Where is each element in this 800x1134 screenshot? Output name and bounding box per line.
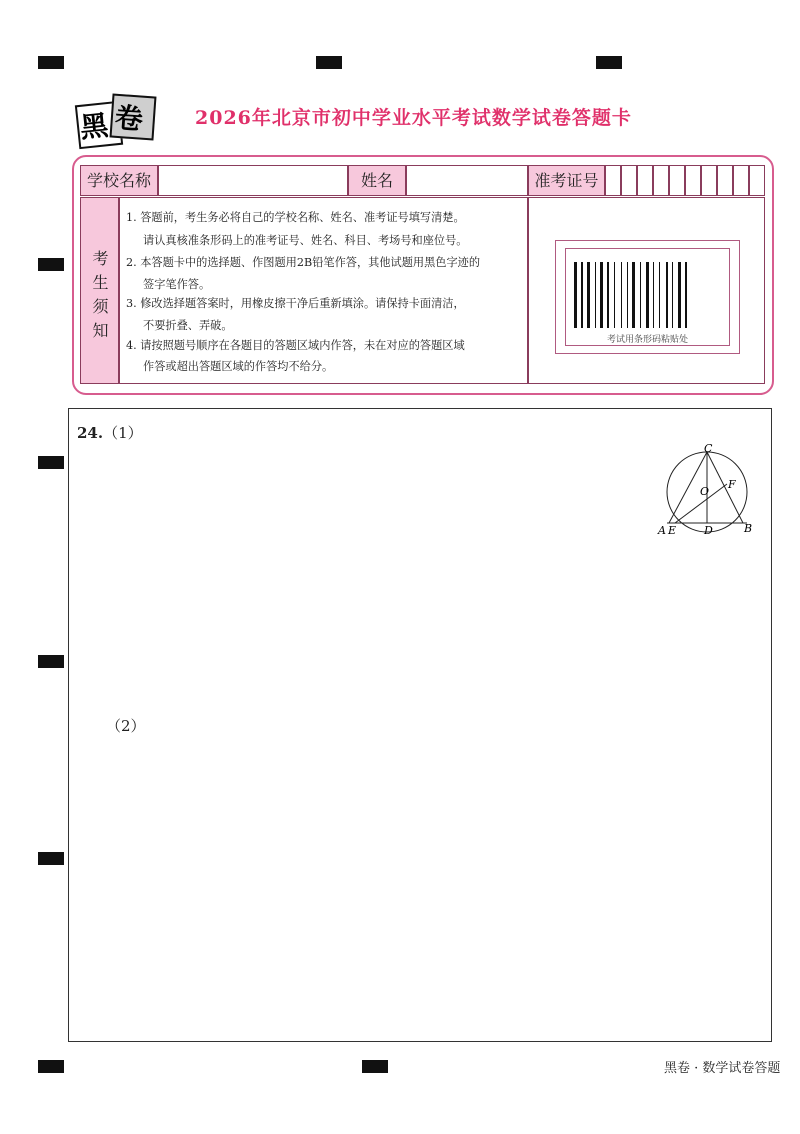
page-title: 2026年北京市初中学业水平考试数学试卷答题卡 — [195, 107, 632, 129]
school-label: 学校名称 — [80, 165, 158, 196]
point-label: D — [704, 524, 713, 537]
barcode-bar — [672, 262, 673, 328]
point-label: F — [728, 478, 736, 491]
part-1-label: （1） — [103, 424, 143, 442]
barcode-bar — [600, 262, 603, 328]
barcode-bar — [574, 262, 577, 328]
barcode-bar — [685, 262, 687, 328]
registration-mark — [38, 56, 64, 69]
barcode-bar — [640, 262, 641, 328]
registration-mark — [38, 655, 64, 668]
exam-id-digit-cell[interactable] — [605, 165, 621, 196]
notice-line: 签字笔作答。 — [143, 278, 211, 291]
barcode-bar — [581, 262, 583, 328]
registration-mark — [38, 1060, 64, 1073]
name-label: 姓名 — [348, 165, 406, 196]
exam-id-digit-cell[interactable] — [685, 165, 701, 196]
barcode-graphic — [572, 262, 724, 330]
point-label: A — [658, 524, 666, 537]
notice-line: 1. 答题前，考生务必将自己的学校名称、姓名、准考证号填写清楚。 — [126, 211, 465, 224]
notice-line: 2. 本答题卡中的选择题、作图题用2B铅笔作答，其他试题用黑色字迹的 — [126, 256, 481, 269]
barcode-bar — [614, 262, 615, 328]
point-label: E — [668, 524, 677, 537]
barcode-bar — [587, 262, 590, 328]
footer-text: 黑卷 · 数学试卷答题 — [664, 1061, 781, 1076]
point-label: B — [744, 522, 753, 535]
id-label: 准考证号 — [528, 165, 605, 196]
barcode-bar — [678, 262, 681, 328]
notice-line: 不要折叠、弄破。 — [143, 319, 233, 332]
barcode-bar — [595, 262, 596, 328]
exam-id-digit-cell[interactable] — [653, 165, 669, 196]
barcode-bar — [621, 262, 622, 328]
school-field[interactable] — [158, 165, 348, 196]
question-label — [77, 422, 143, 443]
point-label: O — [700, 485, 710, 498]
exam-id-digit-cell[interactable] — [749, 165, 765, 196]
geometry-figure — [655, 444, 765, 538]
barcode-bar — [666, 262, 668, 328]
notice-line: 4. 请按照题号顺序在各题目的答题区域内作答，未在对应的答题区域 — [126, 339, 465, 352]
barcode-bar — [646, 262, 649, 328]
registration-mark — [316, 56, 342, 69]
exam-id-digit-cell[interactable] — [669, 165, 685, 196]
registration-mark — [38, 258, 64, 271]
logo-char: 黑 — [78, 108, 110, 145]
exam-id-digit-cell[interactable] — [733, 165, 749, 196]
notice-label-char: 生 — [92, 273, 109, 292]
registration-mark — [38, 456, 64, 469]
notice-label-char: 知 — [92, 321, 109, 340]
name-field[interactable] — [406, 165, 528, 196]
exam-id-digit-cell[interactable] — [717, 165, 733, 196]
exam-id-digit-cell[interactable] — [621, 165, 637, 196]
registration-mark — [38, 852, 64, 865]
question-number: 24. — [77, 424, 104, 442]
exam-id-digit-cell[interactable] — [701, 165, 717, 196]
notice-line: 3. 修改选择题答案时，用橡皮擦干净后重新填涂。请保持卡面清洁， — [126, 297, 465, 310]
barcode-bar — [653, 262, 654, 328]
part-2-label: （2） — [106, 717, 146, 735]
registration-mark — [362, 1060, 388, 1073]
point-label: C — [704, 444, 713, 455]
exam-id-digit-cell[interactable] — [637, 165, 653, 196]
notice-label-char: 须 — [92, 297, 109, 316]
notice-label-char: 考 — [92, 249, 109, 268]
barcode-bar — [627, 262, 628, 328]
notice-line: 作答或超出答题区域的作答均不给分。 — [143, 360, 334, 373]
barcode-bar — [659, 262, 660, 328]
barcode-label: 考试用条形码粘贴处 — [606, 335, 688, 345]
logo-char: 卷 — [113, 101, 145, 136]
barcode-bar — [607, 262, 609, 328]
brand-logo — [77, 93, 155, 143]
notice-label — [80, 197, 119, 384]
registration-mark — [596, 56, 622, 69]
barcode-bar — [632, 262, 635, 328]
notice-line: 请认真核准条形码上的准考证号、姓名、科目、考场号和座位号。 — [143, 234, 468, 247]
